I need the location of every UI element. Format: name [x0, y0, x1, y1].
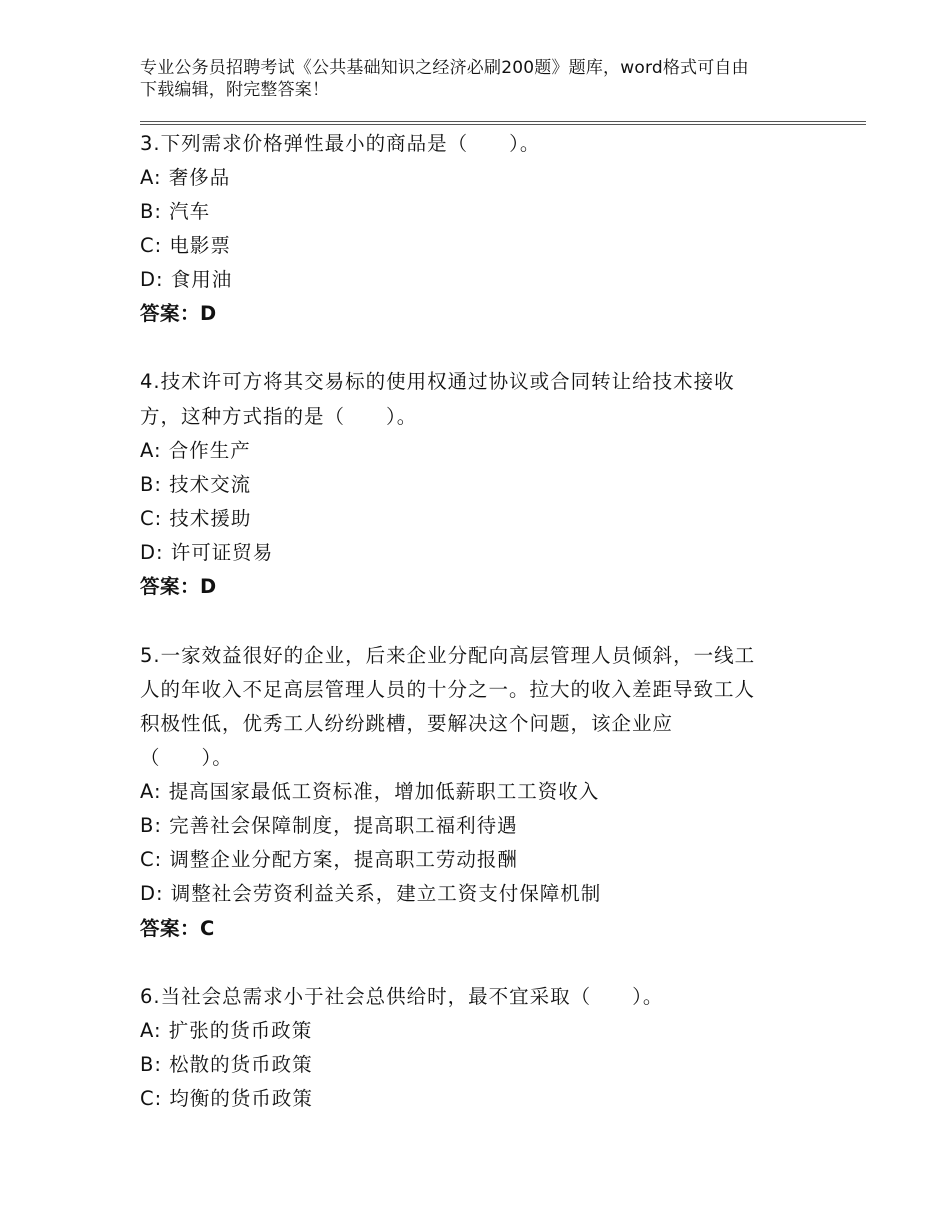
- question-5-option-d: D: 调整社会劳资利益关系，建立工资支付保障机制: [140, 882, 602, 905]
- document-header: [140, 57, 810, 101]
- question-4-option-c: C: 技术援助: [140, 507, 252, 530]
- question-5-answer: 答案：C: [140, 917, 215, 940]
- question-5-stem-line-2: 人的年收入不足高层管理人员的十分之一。拉大的收入差距导致工人: [140, 678, 756, 701]
- question-5-option-c: C: 调整企业分配方案，提高职工劳动报酬: [140, 848, 518, 871]
- question-6-option-c: C: 均衡的货币政策: [140, 1087, 313, 1110]
- question-4-stem-line-1: 4.技术许可方将其交易标的使用权通过协议或合同转让给技术接收: [140, 370, 735, 393]
- question-5-option-a: A: 提高国家最低工资标准，增加低薪职工工资收入: [140, 780, 600, 803]
- question-3-option-a: A: 奢侈品: [140, 166, 231, 189]
- question-3-option-c: C: 电影票: [140, 234, 231, 257]
- question-6-stem: 6.当社会总需求小于社会总供给时，最不宜采取（ ）。: [140, 985, 664, 1008]
- question-4-answer: 答案：D: [140, 575, 217, 598]
- question-3-stem: 3.下列需求价格弹性最小的商品是（ ）。: [140, 132, 541, 155]
- header-divider-top: [140, 121, 866, 122]
- question-5-option-b: B: 完善社会保障制度，提高职工福利待遇: [140, 814, 518, 837]
- header-divider-bottom: [140, 124, 866, 125]
- question-6-option-b: B: 松散的货币政策: [140, 1053, 313, 1076]
- header-line-1: 专业公务员招聘考试《公共基础知识之经济必刷200题》题库，word格式可自由: [140, 58, 749, 78]
- question-4-option-b: B: 技术交流: [140, 473, 252, 496]
- question-5-stem-line-1: 5.一家效益很好的企业，后来企业分配向高层管理人员倾斜，一线工: [140, 644, 756, 667]
- question-3-option-d: D: 食用油: [140, 268, 233, 291]
- question-6-option-a: A: 扩张的货币政策: [140, 1019, 313, 1042]
- header-line-2: 下载编辑，附完整答案！: [140, 80, 330, 100]
- question-4-option-a: A: 合作生产: [140, 439, 251, 462]
- question-3-option-b: B: 汽车: [140, 200, 211, 223]
- question-4-stem-line-2: 方，这种方式指的是（ ）。: [140, 405, 418, 428]
- question-3-answer: 答案：D: [140, 302, 217, 325]
- question-4-option-d: D: 许可证贸易: [140, 541, 274, 564]
- question-5-stem-line-4: （ ）。: [140, 746, 233, 769]
- question-5-stem-line-3: 积极性低，优秀工人纷纷跳槽，要解决这个问题，该企业应: [140, 712, 674, 735]
